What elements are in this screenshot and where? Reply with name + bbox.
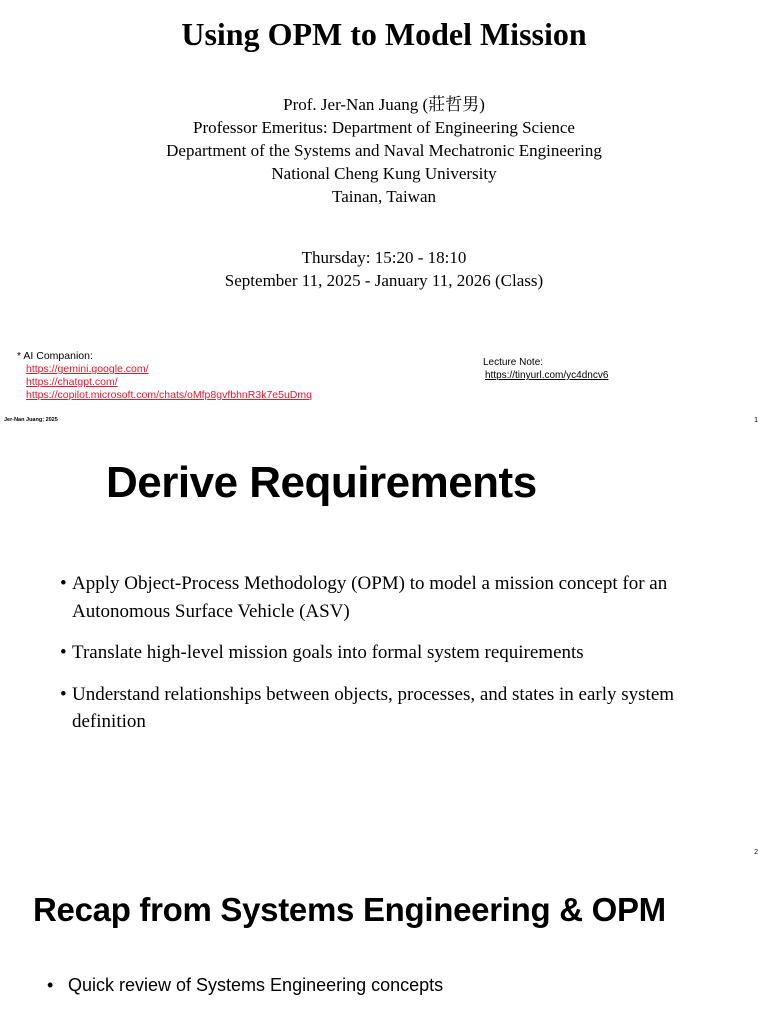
bullet-list — [47, 973, 443, 997]
author-block — [0, 93, 768, 208]
bullet-marker: • — [60, 642, 67, 663]
slide-2-title: Derive Requirements — [106, 458, 537, 507]
list-item — [60, 570, 740, 625]
gemini-link[interactable]: https://gemini.google.com/ — [26, 363, 149, 375]
author-location: Tainan, Taiwan — [332, 187, 436, 206]
bullet-marker: • — [60, 683, 67, 705]
author-university: National Cheng Kung University — [271, 164, 497, 183]
copilot-link[interactable]: https://copilot.microsoft.com/chats/oMfp8gvfbhnR3k7e5uDmq — [26, 389, 312, 401]
slide-1-title: Using OPM to Model Mission — [181, 16, 587, 52]
schedule-block — [0, 246, 768, 292]
ai-companion-label: * AI Companion: — [17, 350, 93, 362]
footer-author: Jer-Nan Juang; 2025 — [4, 417, 58, 423]
ai-companion-block — [17, 350, 312, 402]
page-number: 2 — [754, 849, 758, 856]
bullet-text: Translate high-level mission goals into formal system requirements — [72, 642, 584, 663]
author-name: Prof. Jer-Nan Juang (莊哲男) — [283, 95, 485, 114]
bullet-text: Understand relationships between objects, processes, and states in early system definition — [72, 683, 675, 732]
bullet-list — [60, 570, 740, 750]
list-item — [47, 973, 443, 997]
bullet-text: Quick review of Systems Engineering concepts — [68, 975, 444, 995]
chatgpt-link[interactable]: https://chatgpt.com/ — [26, 376, 118, 388]
author-title: Professor Emeritus: Department of Engineering Science — [193, 118, 575, 137]
slide-1 — [0, 0, 768, 428]
class-time: Thursday: 15:20 - 18:10 — [301, 248, 467, 267]
list-item — [60, 681, 740, 736]
slide-3-title: Recap from Systems Engineering & OPM — [33, 891, 666, 928]
class-dates: September 11, 2025 - January 11, 2026 (Class) — [224, 271, 544, 290]
slide-2 — [0, 428, 768, 860]
bullet-marker: • — [47, 975, 54, 995]
slide-3 — [0, 860, 768, 1024]
lecture-note-block — [483, 356, 608, 382]
bullet-text: Apply Object-Process Methodology (OPM) to model a mission concept for an Autonomous Surface Vehicle (ASV) — [72, 573, 668, 622]
bullet-marker: • — [60, 573, 67, 594]
author-department: Department of the Systems and Naval Mechatronic Engineering — [166, 141, 602, 160]
lecture-note-link[interactable]: https://tinyurl.com/yc4dncv6 — [485, 370, 609, 381]
list-item — [60, 639, 740, 667]
page-number: 1 — [754, 417, 758, 424]
lecture-note-label: Lecture Note: — [483, 357, 544, 368]
